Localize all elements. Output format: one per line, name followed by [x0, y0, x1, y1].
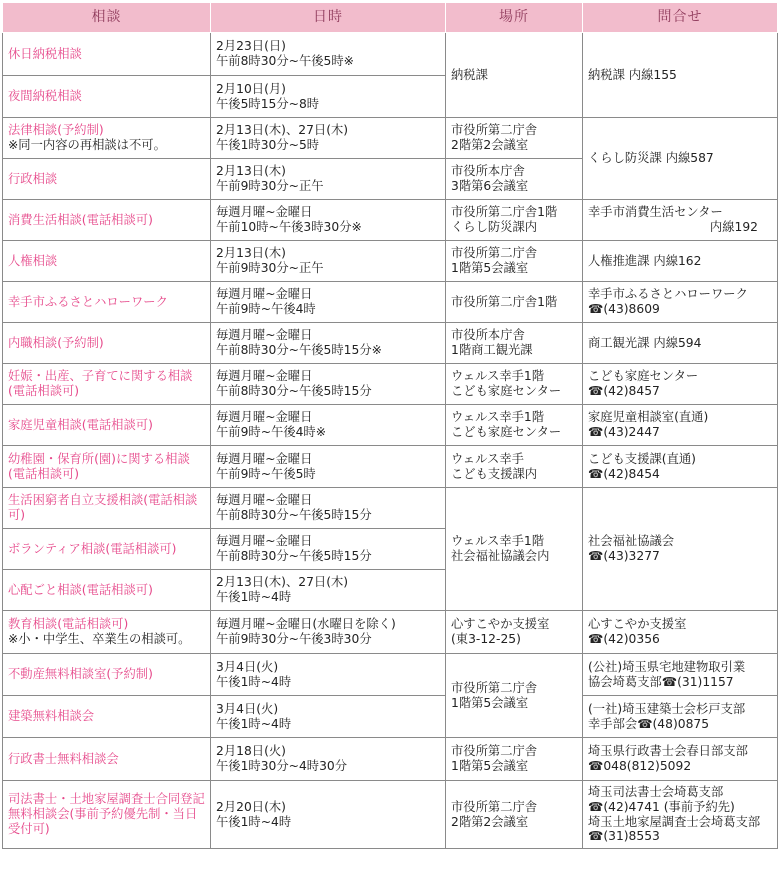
- table-row: [3, 282, 778, 323]
- consult-contact: 幸手市消費生活センター 内線192: [583, 200, 778, 241]
- consult-datetime: 毎週月曜~金曜日 午前8時30分~午後5時15分: [211, 488, 446, 529]
- table-row: [3, 488, 778, 529]
- consult-name: 家庭児童相談(電話相談可): [3, 405, 211, 446]
- consult-place: 市役所第二庁舎1階 くらし防災課内: [446, 200, 583, 241]
- consult-place: 心すこやか支援室 (東3-12-25): [446, 611, 583, 654]
- table-row: [3, 241, 778, 282]
- consult-name: 人権相談: [3, 241, 211, 282]
- consult-place: ウェルス幸手1階 こども家庭センター: [446, 364, 583, 405]
- table-row: [3, 781, 778, 849]
- consult-name: 教育相談(電話相談可) ※小・中学生、卒業生の相談可。: [3, 611, 211, 654]
- consult-place: 市役所本庁舎 3階第6会議室: [446, 159, 583, 200]
- consult-contact: 埼玉司法書士会埼葛支部 ☎(42)4741 (事前予約先) 埼玉土地家屋調査士会埼葛支部 ☎(31)8553: [583, 781, 778, 849]
- consult-place: 市役所第二庁舎 1階第5会議室: [446, 738, 583, 781]
- header-consult: 相談: [3, 3, 211, 33]
- consult-place: 市役所本庁舎 1階商工観光課: [446, 323, 583, 364]
- consult-contact: 埼玉県行政書士会春日部支部 ☎048(812)5092: [583, 738, 778, 781]
- consult-datetime: 2月23日(日) 午前8時30分~午後5時※: [211, 33, 446, 76]
- consult-place: 市役所第二庁舎 2階第2会議室: [446, 781, 583, 849]
- header-place: 場所: [446, 3, 583, 33]
- consult-name: 行政相談: [3, 159, 211, 200]
- consult-contact: (公社)埼玉県宅地建物取引業 協会埼葛支部☎(31)1157: [583, 654, 778, 696]
- header-row: [3, 3, 778, 33]
- consult-place: ウェルス幸手 こども支援課内: [446, 446, 583, 488]
- consult-name: 生活困窮者自立支援相談(電話相談可): [3, 488, 211, 529]
- consult-datetime: 2月10日(月) 午後5時15分~8時: [211, 76, 446, 118]
- table-row: [3, 611, 778, 654]
- consult-datetime: 毎週月曜~金曜日 午前8時30分~午後5時15分: [211, 529, 446, 570]
- consult-datetime: 毎週月曜~金曜日(水曜日を除く) 午前9時30分~午後3時30分: [211, 611, 446, 654]
- consult-name: 法律相談(予約制) ※同一内容の再相談は不可。: [3, 118, 211, 159]
- consult-contact: 人権推進課 内線162: [583, 241, 778, 282]
- consult-datetime: 3月4日(火) 午後1時~4時: [211, 696, 446, 738]
- consult-name: 心配ごと相談(電話相談可): [3, 570, 211, 611]
- consult-place: ウェルス幸手1階 社会福祉協議会内: [446, 488, 583, 611]
- consult-contact: くらし防災課 内線587: [583, 118, 778, 200]
- consult-contact: (一社)埼玉建築士会杉戸支部 幸手部会☎(48)0875: [583, 696, 778, 738]
- consult-datetime: 毎週月曜~金曜日 午前9時~午後4時: [211, 282, 446, 323]
- consult-contact: 社会福祉協議会 ☎(43)3277: [583, 488, 778, 611]
- consult-datetime: 毎週月曜~金曜日 午前9時~午後5時: [211, 446, 446, 488]
- consult-place: ウェルス幸手1階 こども家庭センター: [446, 405, 583, 446]
- consult-place: 市役所第二庁舎 2階第2会議室: [446, 118, 583, 159]
- consult-contact: 心すこやか支援室 ☎(42)0356: [583, 611, 778, 654]
- consult-contact: 家庭児童相談室(直通) ☎(43)2447: [583, 405, 778, 446]
- consult-contact: こども家庭センター ☎(42)8457: [583, 364, 778, 405]
- consult-name: 内職相談(予約制): [3, 323, 211, 364]
- consultation-table: [2, 2, 778, 849]
- consult-datetime: 2月20日(木) 午後1時~4時: [211, 781, 446, 849]
- consult-name: 建築無料相談会: [3, 696, 211, 738]
- table-row: [3, 696, 778, 738]
- consult-datetime: 2月18日(火) 午後1時30分~4時30分: [211, 738, 446, 781]
- table-row: [3, 200, 778, 241]
- consult-contact: こども支援課(直通) ☎(42)8454: [583, 446, 778, 488]
- consult-contact: 幸手市ふるさとハローワーク ☎(43)8609: [583, 282, 778, 323]
- table-row: [3, 654, 778, 696]
- consult-datetime: 毎週月曜~金曜日 午前9時~午後4時※: [211, 405, 446, 446]
- consult-place: 市役所第二庁舎 1階第5会議室: [446, 654, 583, 738]
- table-row: [3, 364, 778, 405]
- table-row: [3, 118, 778, 159]
- consult-datetime: 2月13日(木)、27日(木) 午後1時30分~5時: [211, 118, 446, 159]
- consult-name: 不動産無料相談室(予約制): [3, 654, 211, 696]
- consult-contact: 商工観光課 内線594: [583, 323, 778, 364]
- table-row: [3, 738, 778, 781]
- consult-place: 市役所第二庁舎1階: [446, 282, 583, 323]
- consult-name: 行政書士無料相談会: [3, 738, 211, 781]
- consult-datetime: 2月13日(木) 午前9時30分~正午: [211, 241, 446, 282]
- consult-name: 夜間納税相談: [3, 76, 211, 118]
- table-row: [3, 405, 778, 446]
- consult-contact: 納税課 内線155: [583, 33, 778, 118]
- consult-place: 納税課: [446, 33, 583, 118]
- header-datetime: 日時: [211, 3, 446, 33]
- consult-datetime: 2月13日(木)、27日(木) 午後1時~4時: [211, 570, 446, 611]
- consult-name: 幸手市ふるさとハローワーク: [3, 282, 211, 323]
- consult-name: 幼稚園・保育所(園)に関する相談(電話相談可): [3, 446, 211, 488]
- table-row: [3, 446, 778, 488]
- consult-datetime: 毎週月曜~金曜日 午前8時30分~午後5時15分: [211, 364, 446, 405]
- table-row: [3, 323, 778, 364]
- consult-place: 市役所第二庁舎 1階第5会議室: [446, 241, 583, 282]
- consult-name: 休日納税相談: [3, 33, 211, 76]
- table-row: [3, 33, 778, 76]
- consult-name: ボランティア相談(電話相談可): [3, 529, 211, 570]
- consult-name: 消費生活相談(電話相談可): [3, 200, 211, 241]
- header-contact: 問合せ: [583, 3, 778, 33]
- consult-datetime: 毎週月曜~金曜日 午前10時~午後3時30分※: [211, 200, 446, 241]
- consult-datetime: 3月4日(火) 午後1時~4時: [211, 654, 446, 696]
- consult-name: 司法書士・土地家屋調査士合同登記無料相談会(事前予約優先制・当日受付可): [3, 781, 211, 849]
- consult-name: 妊娠・出産、子育てに関する相談(電話相談可): [3, 364, 211, 405]
- consult-datetime: 2月13日(木) 午前9時30分~正午: [211, 159, 446, 200]
- consult-datetime: 毎週月曜~金曜日 午前8時30分~午後5時15分※: [211, 323, 446, 364]
